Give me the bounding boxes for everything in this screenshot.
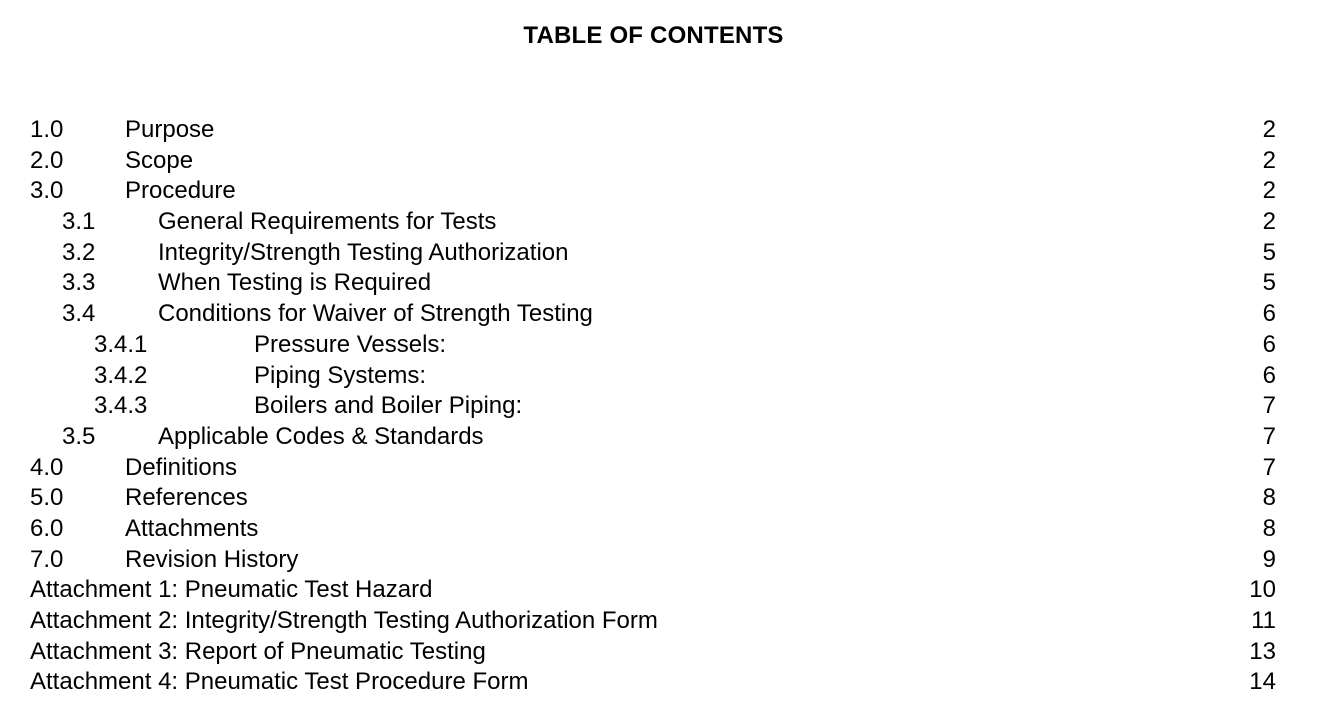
toc-entry-page: 7 <box>1262 422 1276 450</box>
toc-list <box>30 115 1276 698</box>
toc-entry[interactable] <box>30 176 1276 207</box>
toc-entry-page: 10 <box>1249 576 1276 604</box>
toc-entry[interactable] <box>30 115 1276 146</box>
toc-entry[interactable] <box>30 483 1276 514</box>
toc-entry-number: 7.0 <box>30 545 64 573</box>
toc-entry-page: 11 <box>1251 607 1276 634</box>
toc-entry-page: 9 <box>1262 545 1276 573</box>
toc-entry-number: 3.4.2 <box>94 361 148 389</box>
toc-entry-title: General Requirements for Tests <box>158 208 497 236</box>
toc-entry-number: 3.4.3 <box>94 392 148 420</box>
toc-entry[interactable] <box>30 330 1276 361</box>
toc-entry-page: 2 <box>1262 116 1276 143</box>
toc-entry-number: 2.0 <box>30 146 64 174</box>
toc-entry-title: Attachment 4: Pneumatic Test Procedure Form <box>30 668 529 696</box>
toc-entry[interactable] <box>30 268 1276 299</box>
toc-entry-page: 6 <box>1262 361 1276 389</box>
toc-entry-page: 8 <box>1262 484 1276 512</box>
toc-entry-number: 6.0 <box>30 514 64 542</box>
toc-entry-title: Pressure Vessels: <box>254 330 447 358</box>
toc-entry-number: 3.5 <box>62 422 96 450</box>
toc-entry-page: 7 <box>1262 392 1276 420</box>
toc-entry-number: 3.3 <box>62 269 96 297</box>
toc-entry-page: 6 <box>1262 330 1276 358</box>
toc-entry[interactable] <box>30 146 1276 177</box>
toc-entry-page: 7 <box>1262 453 1276 481</box>
toc-entry[interactable] <box>30 545 1276 576</box>
toc-entry-number: 3.0 <box>30 177 64 205</box>
toc-attachment-entry[interactable] <box>30 667 1276 698</box>
page-title: TABLE OF CONTENTS <box>523 22 784 49</box>
toc-entry-title: References <box>125 484 248 512</box>
toc-entry-number: 3.4.1 <box>94 330 148 358</box>
toc-entry-title: Attachment 3: Report of Pneumatic Testing <box>30 637 486 665</box>
toc-entry-number: 3.2 <box>62 238 96 266</box>
toc-entry-page: 14 <box>1249 668 1276 696</box>
toc-entry[interactable] <box>30 514 1276 545</box>
toc-entry-page: 5 <box>1262 269 1276 297</box>
toc-entry-page: 6 <box>1262 300 1276 328</box>
toc-entry-number: 4.0 <box>30 453 64 481</box>
toc-entry-title: Procedure <box>125 177 236 205</box>
toc-entry-title: Attachments <box>125 514 259 542</box>
toc-entry-title: Conditions for Waiver of Strength Testing <box>158 300 593 328</box>
toc-entry-page: 5 <box>1262 238 1276 266</box>
toc-entry-title: Integrity/Strength Testing Authorization <box>158 238 569 266</box>
toc-entry[interactable] <box>30 422 1276 453</box>
toc-entry-number: 1.0 <box>30 116 64 143</box>
toc-entry[interactable] <box>30 453 1276 484</box>
toc-entry-page: 8 <box>1262 514 1276 542</box>
toc-entry[interactable] <box>30 207 1276 238</box>
toc-entry[interactable] <box>30 299 1276 330</box>
toc-entry-number: 3.4 <box>62 300 96 328</box>
toc-entry-number: 3.1 <box>62 208 96 236</box>
toc-entry-title: Definitions <box>125 453 238 481</box>
toc-attachment-entry[interactable] <box>30 575 1276 606</box>
toc-entry[interactable] <box>30 361 1276 392</box>
toc-entry[interactable] <box>30 391 1276 422</box>
toc-entry-page: 2 <box>1262 208 1276 236</box>
toc-entry-title: Scope <box>125 146 194 174</box>
toc-entry-title: Attachment 2: Integrity/Strength Testing Authorization Form <box>30 607 658 634</box>
toc-entry-title: Purpose <box>125 116 215 143</box>
toc-entry-title: Revision History <box>125 545 299 573</box>
toc-entry[interactable] <box>30 238 1276 269</box>
toc-attachment-entry[interactable] <box>30 606 1276 637</box>
toc-entry-number: 5.0 <box>30 484 64 512</box>
toc-entry-page: 2 <box>1262 146 1276 174</box>
toc-entry-title: Piping Systems: <box>254 361 427 389</box>
toc-entry-title: Attachment 1: Pneumatic Test Hazard <box>30 576 433 604</box>
toc-entry-page: 2 <box>1262 177 1276 205</box>
toc-entry-page: 13 <box>1249 637 1276 665</box>
toc-entry-title: Boilers and Boiler Piping: <box>254 392 523 420</box>
toc-attachment-entry[interactable] <box>30 637 1276 668</box>
toc-entry-title: When Testing is Required <box>158 269 432 297</box>
toc-entry-title: Applicable Codes & Standards <box>158 422 484 450</box>
